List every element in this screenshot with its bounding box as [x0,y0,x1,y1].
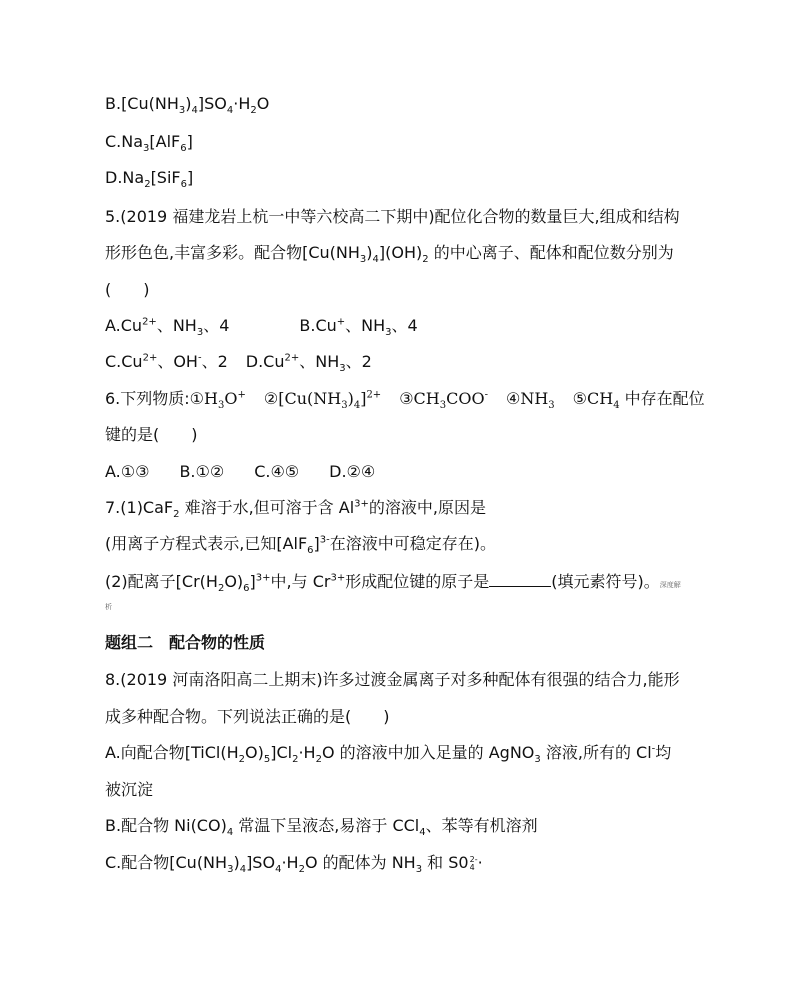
q6-option-a: A.①③ [105,462,150,481]
q6-option-b: B.①② [179,462,225,481]
q5-answer-paren: ( ) [105,280,150,299]
detail-note: 深度解 [659,581,681,589]
q6-item-2: $②[Cu(NH_3)_4]^{2+}$ [263,389,382,412]
q6-item-4: $④NH_3$ [505,389,555,412]
q8-option-a-line1: A.向配合物$[TiCl(H_2O)_5]Cl_2\cdot H_2O$ 的溶液中加入足量的 AgNO$_3$ 溶液,所有的 Cl-均 [105,743,672,766]
q8-option-a-line2: 被沉淀 [105,780,154,799]
q6-option-c: C.④⑤ [254,462,300,481]
q5-options-ab [105,316,418,339]
sulfate-charge-stack: 2- 4 [469,854,478,872]
q6-item-5: $⑤CH_4$ [572,389,620,412]
q8-option-b: B.配合物 $Ni(CO)_4$ 常温下呈液态,易溶于 CCl$_4$、苯等有机溶剂 [105,816,538,839]
q6-option-d: D.②④ [329,462,376,481]
group-heading: 题组二 配合物的性质 [105,633,266,652]
q5-option-c: $C.Cu^{2+}$、OH-、2 [105,352,228,371]
q8-stem-line2: 成多种配合物。下列说法正确的是( ) [105,707,390,726]
q5-options-cd [105,352,372,375]
q5-stem-line2: 形形色色,丰富多彩。配合物$[Cu(NH_3)_4](OH)_2$ 的中心离子、配体和配位数分别为 [105,243,674,266]
q6-item-3: $③CH_3COO^-$ [399,389,488,412]
answer-blank[interactable] [489,571,551,587]
q6-item-1: $①H_3O^+$ [189,389,246,412]
q5-option-b: B.Cu+、$NH_3$、4 [299,316,418,339]
q5-stem-line1: 5.(2019 福建龙岩上杭一中等六校高二下期中)配位化合物的数量巨大,组成和结构 [105,207,680,226]
q5-option-d: $D.Cu^{2+}$、$NH_3$、2 [245,352,372,375]
q6-stem-line2: 键的是( ) [105,425,198,444]
detail-note-continued: 析 [105,603,112,611]
q7-part1-line1: 7.(1)CaF$_2$ 难溶于水,但可溶于含 $Al^{3+}$的溶液中,原因是 [105,498,486,521]
q4-option-b: $B.[Cu(NH_3)_4]SO_4\cdot H_2O$ [105,94,270,117]
q6-options [105,462,375,482]
q4-option-c: $C.Na_3[AlF_6]$ [105,132,193,155]
q5-option-a: $A.Cu^{2+}$、$NH_3$、4 [105,316,230,339]
q7-part1-line2: (用离子方程式表示,已知$[AlF_6]^{3-}$在溶液中可稳定存在)。 [105,534,497,557]
q6-stem-line1: 6.下列物质$:①H_3O^+$ $②[Cu(NH_3)_4]^{2+}$ $③CH_3COO^-$ $④NH_3$ $⑤CH_4$ 中存在配位 [105,389,705,412]
q8-stem-line1: 8.(2019 河南洛阳高二上期末)许多过渡金属离子对多种配体有很强的结合力,能形 [105,670,680,689]
q8-option-c: C.配合物$[Cu(NH_3)_4]SO_4\cdot H_2O$ 的配体为 $NH_3$ 和 S0 2- 4 · [105,853,483,876]
q4-option-d: $D.Na_2[SiF_6]$ [105,168,194,191]
q7-part2-line: (2)配离子$[Cr(H_2O)_6]^{3+}$中,与 $Cr^{3+}$形成配位键的原子是 (填元素符号)。深度解 [105,572,681,595]
